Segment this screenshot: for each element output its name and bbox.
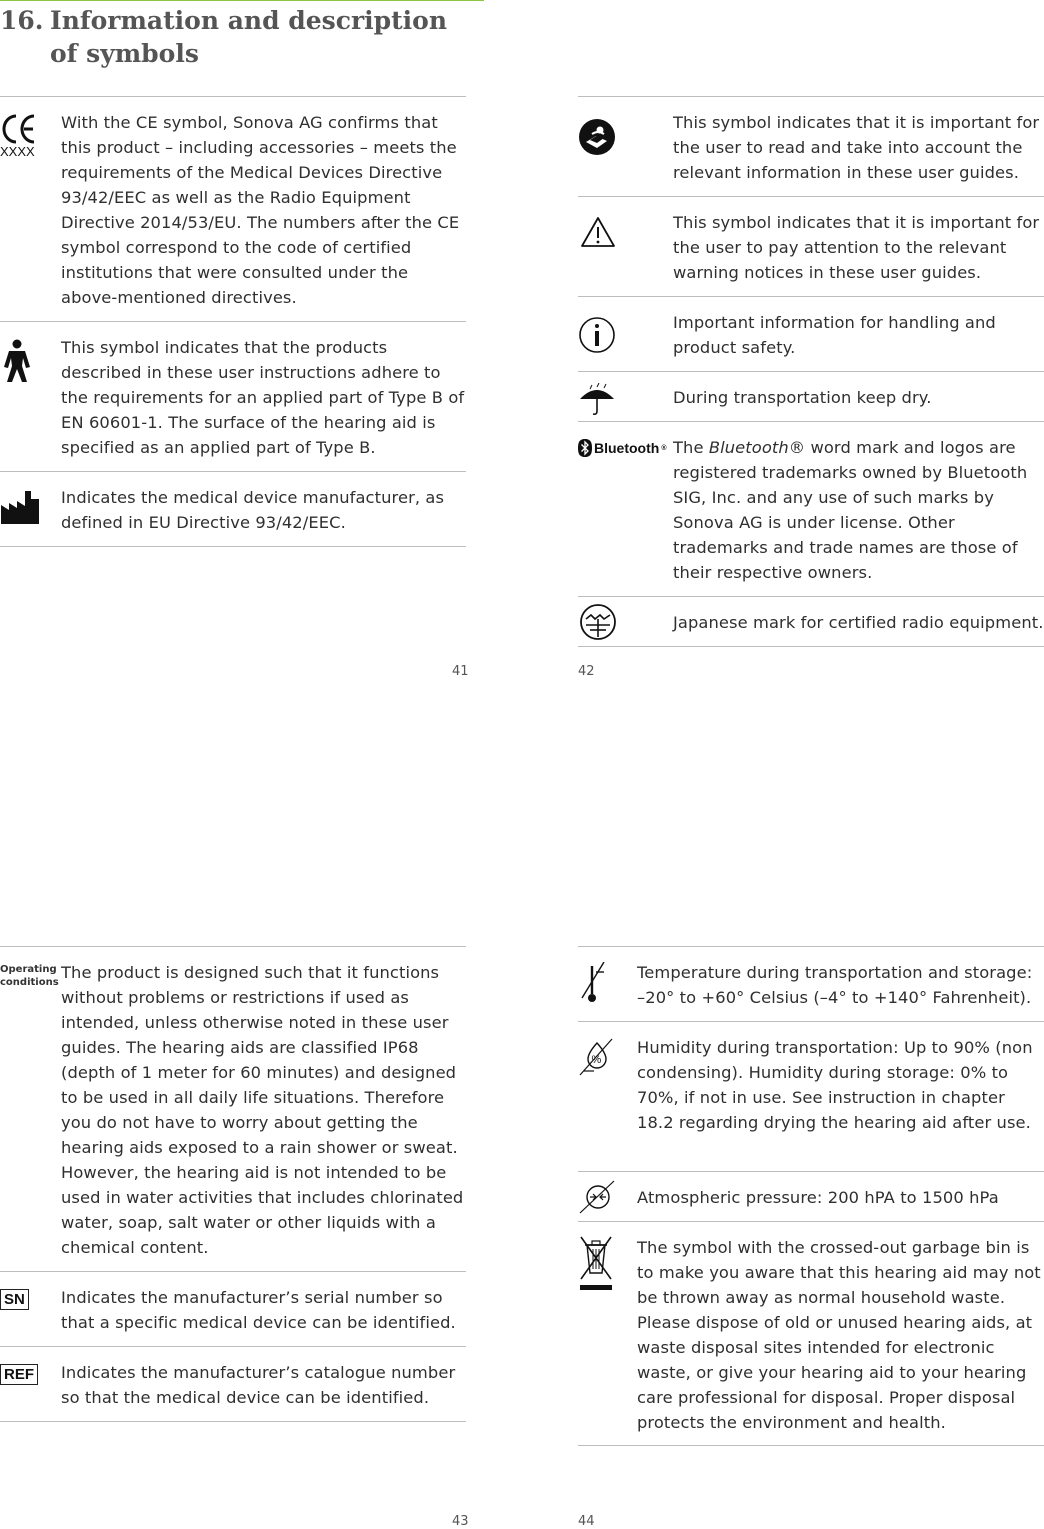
page-number: 43 xyxy=(452,1514,469,1529)
operating-conditions-description: The product is designed such that it functions without problems or restrictions if used as intended, unless otherwise noted in these user guides. The hearing aids are classified IP68 (depth of 1 meter for 60 minutes) and designed to be used in all daily life situations. Therefore you do not have to worry about getting the hearing aids exposed to a rain shower or sweat. However, the hearing aid is not intended to be used in water activities that includes chlorinated water, soap, salt water or other liquids with a chemical content. xyxy=(61,963,464,1257)
symbol-row-temperature xyxy=(578,960,1044,1016)
type-b-applied-part-icon xyxy=(3,339,31,387)
divider xyxy=(0,321,466,322)
divider xyxy=(578,96,1044,97)
read-manual-icon xyxy=(578,118,616,160)
symbol-row-manufacturer xyxy=(0,485,466,541)
info-description: Important information for handling and product safety. xyxy=(673,313,996,357)
divider xyxy=(578,196,1044,197)
symbol-row-pressure xyxy=(578,1185,1044,1215)
divider xyxy=(578,421,1044,422)
divider xyxy=(0,1346,466,1347)
divider xyxy=(0,1271,466,1272)
japan-radio-mark-icon xyxy=(578,602,618,646)
divider xyxy=(578,1445,1044,1446)
divider xyxy=(0,471,466,472)
symbol-row-read-manual xyxy=(578,110,1044,190)
keep-dry-description: During transportation keep dry. xyxy=(673,388,932,407)
symbol-row-japan-radio xyxy=(578,610,1044,640)
keep-dry-umbrella-icon xyxy=(578,383,616,421)
divider xyxy=(0,1421,466,1422)
divider xyxy=(578,596,1044,597)
symbol-row-type-b xyxy=(0,335,466,465)
ce-code-text: XXXX xyxy=(0,144,35,159)
divider xyxy=(578,1221,1044,1222)
symbol-row-bluetooth xyxy=(578,435,1044,585)
divider xyxy=(578,946,1044,947)
bluetooth-text-rest: ® word mark and logos are registered trademarks owned by Bluetooth SIG, Inc. and any use of such marks by Sonova AG is under license. Other trademarks and trade names are those of their respective owners. xyxy=(673,438,1028,582)
page-number: 42 xyxy=(578,664,595,679)
ce-description: With the CE symbol, Sonova AG confirms that this product – including accessories – meets the requirements of the Medical Devices Directive 93/42/EEC as well as the Radio Equipment Directive 2014/53/EU. The numbers after the CE symbol correspond to the code of certified institutions that were consulted under the above-mentioned directives. xyxy=(61,113,460,307)
bluetooth-logo-icon: Bluetooth ® xyxy=(578,439,667,457)
chapter-title-line1: Information and description xyxy=(50,6,448,35)
serial-number-description: Indicates the manufacturer’s serial number so that a specific medical device can be identified. xyxy=(61,1288,456,1332)
chapter-title-line2: of symbols xyxy=(50,39,199,68)
manufacturer-icon xyxy=(0,489,40,529)
divider xyxy=(578,296,1044,297)
manufacturer-description: Indicates the medical device manufacturer, as defined in EU Directive 93/42/EEC. xyxy=(61,488,445,532)
divider xyxy=(578,371,1044,372)
bluetooth-description xyxy=(673,435,1044,585)
atmospheric-pressure-icon xyxy=(578,1179,618,1219)
symbol-row-catalogue-number xyxy=(0,1360,466,1416)
page-number: 41 xyxy=(452,664,469,679)
warning-triangle-icon xyxy=(580,216,616,252)
serial-number-label: SN xyxy=(0,1289,29,1310)
symbol-row-warning xyxy=(578,210,1044,290)
type-b-description: This symbol indicates that the products described in these user instructions adhere to the requirements for an applied part of Type B of EN 60601-1. The surface of the hearing aid is specified as an applied part of Type B. xyxy=(61,338,465,457)
divider xyxy=(578,1171,1044,1172)
divider xyxy=(0,96,466,97)
humidity-description: Humidity during transportation: Up to 90% (non condensing). Humidity during storage: 0% to 70%, if not in use. See instruction in chapter 18.2 regarding drying the hearing aid after use. xyxy=(637,1038,1033,1132)
bluetooth-wordmark: Bluetooth xyxy=(594,440,660,456)
ce-mark-icon xyxy=(0,112,40,162)
catalogue-number-icon xyxy=(0,1364,38,1385)
symbol-row-operating-conditions xyxy=(0,960,466,1260)
humidity-limit-icon xyxy=(578,1037,616,1083)
symbol-row-ce xyxy=(0,110,466,310)
symbol-row-info xyxy=(578,310,1044,366)
temperature-description: Temperature during transportation and storage: –20° to +60° Celsius (–4° to +140° Fahrenheit). xyxy=(637,963,1033,1007)
crossed-out-bin-icon xyxy=(578,1235,614,1297)
divider xyxy=(0,546,466,547)
catalogue-number-description: Indicates the manufacturer’s catalogue number so that the medical device can be identified. xyxy=(61,1363,456,1407)
symbol-row-humidity xyxy=(578,1035,1044,1165)
pressure-description: Atmospheric pressure: 200 hPA to 1500 hPa xyxy=(637,1188,999,1207)
chapter-heading xyxy=(0,4,447,70)
symbol-row-keep-dry xyxy=(578,385,1044,415)
warning-description: This symbol indicates that it is important for the user to pay attention to the relevant warning notices in these user guides. xyxy=(673,213,1040,282)
weee-description: The symbol with the crossed-out garbage bin is to make you aware that this hearing aid may not be thrown away as normal household waste. Please dispose of old or unused hearing aids, at waste disposal sites intended for electronic waste, or give your hearing aid to your hearing care professional for disposal. Proper disposal protects the environment and health. xyxy=(637,1238,1041,1432)
symbol-row-serial-number xyxy=(0,1285,466,1341)
heading-rule xyxy=(0,0,484,1)
serial-number-icon xyxy=(0,1289,29,1310)
chapter-number: 16. xyxy=(0,6,44,35)
operating-conditions-label: Operating conditions xyxy=(0,964,59,988)
catalogue-number-label: REF xyxy=(0,1364,38,1385)
svg-text:%: % xyxy=(591,1054,602,1066)
page-number: 44 xyxy=(578,1514,595,1529)
divider xyxy=(578,646,1044,647)
info-icon xyxy=(578,316,616,358)
bluetooth-text-prefix: The xyxy=(673,438,709,457)
read-manual-description: This symbol indicates that it is important for the user to read and take into account the relevant information in these user guides. xyxy=(673,113,1040,182)
divider xyxy=(0,946,466,947)
bluetooth-text-italic: Bluetooth xyxy=(708,438,789,457)
symbol-row-weee xyxy=(578,1235,1044,1435)
divider xyxy=(578,1021,1044,1022)
temperature-limit-icon xyxy=(578,962,612,1010)
japan-radio-description: Japanese mark for certified radio equipment. xyxy=(673,613,1044,632)
